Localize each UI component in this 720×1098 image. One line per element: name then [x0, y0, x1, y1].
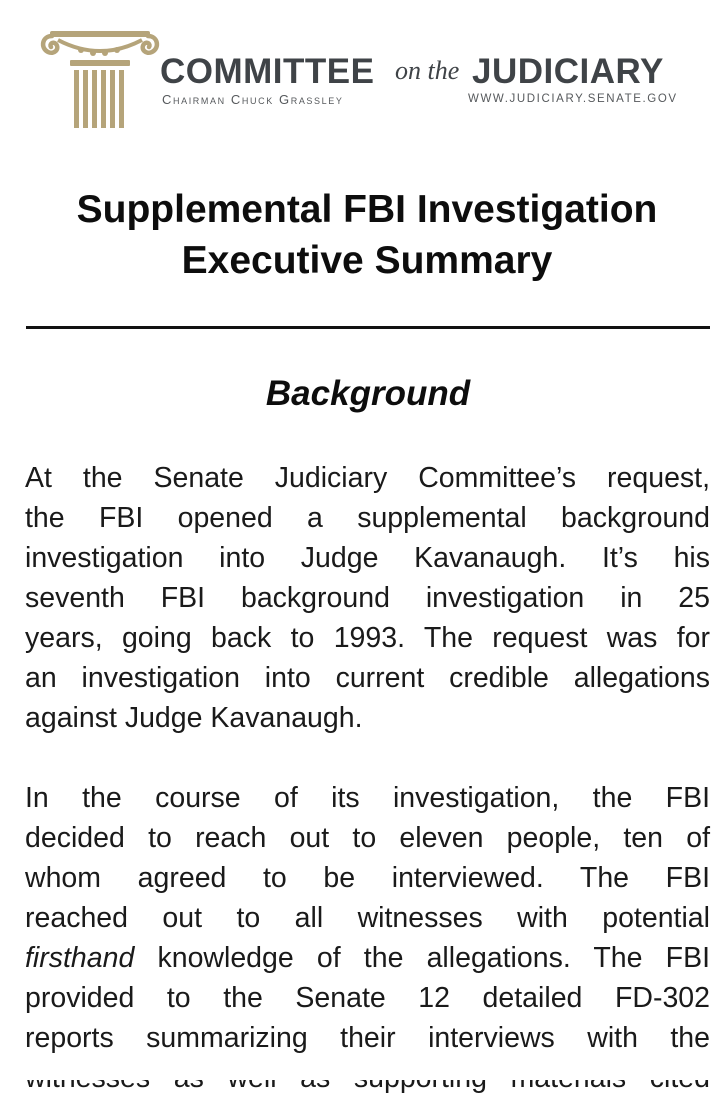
document-title: [0, 184, 720, 286]
paragraph-line: In the course of its investigation, the FBI: [25, 782, 710, 814]
paragraph-line: years, going back to 1993. The request was for: [25, 622, 710, 654]
background-paragraph-2: [25, 778, 710, 1098]
paragraph-line-rest: knowledge of the allegations. The FBI: [134, 942, 710, 974]
paragraph-line-emphasis: [25, 938, 710, 978]
paragraph-line: provided to the Senate 12 detailed FD-302: [25, 982, 710, 1014]
letterhead: [0, 0, 720, 150]
paragraph-line: an investigation into current credible allegations: [25, 662, 710, 694]
background-paragraph-1: [25, 458, 710, 738]
section-heading: Background: [265, 374, 471, 413]
paragraph-line: against Judge Kavanaugh.: [25, 702, 363, 734]
ionic-column-icon: [38, 22, 162, 130]
committee-wordmark: COMMITTEE: [160, 52, 375, 91]
paragraph-line: reports summarizing their interviews with the: [25, 1022, 710, 1054]
paragraph-line: investigation into Judge Kavanaugh. It’s his: [25, 542, 710, 574]
paragraph-line: seventh FBI background investigation in 25: [25, 582, 710, 614]
chairman-line: Chairman Chuck Grassley: [162, 92, 344, 107]
on-the-wordmark: on the: [395, 56, 460, 85]
judiciary-wordmark: JUDICIARY: [472, 52, 664, 91]
title-line-1: Supplemental FBI Investigation: [76, 188, 658, 231]
paragraph-line: the FBI opened a supplemental background: [25, 502, 710, 534]
paragraph-line: whom agreed to be interviewed. The FBI: [25, 862, 710, 894]
title-divider: [26, 326, 710, 329]
page-clip: [0, 1062, 720, 1080]
emphasis-firsthand: firsthand: [25, 942, 135, 974]
paragraph-line: At the Senate Judiciary Committee’s request,: [25, 462, 710, 494]
paragraph-line: reached out to all witnesses with potential: [25, 902, 710, 934]
title-line-2: Executive Summary: [181, 239, 553, 282]
paragraph-line: decided to reach out to eleven people, ten of: [25, 822, 710, 854]
website-line: WWW.JUDICIARY.SENATE.GOV: [468, 93, 678, 105]
